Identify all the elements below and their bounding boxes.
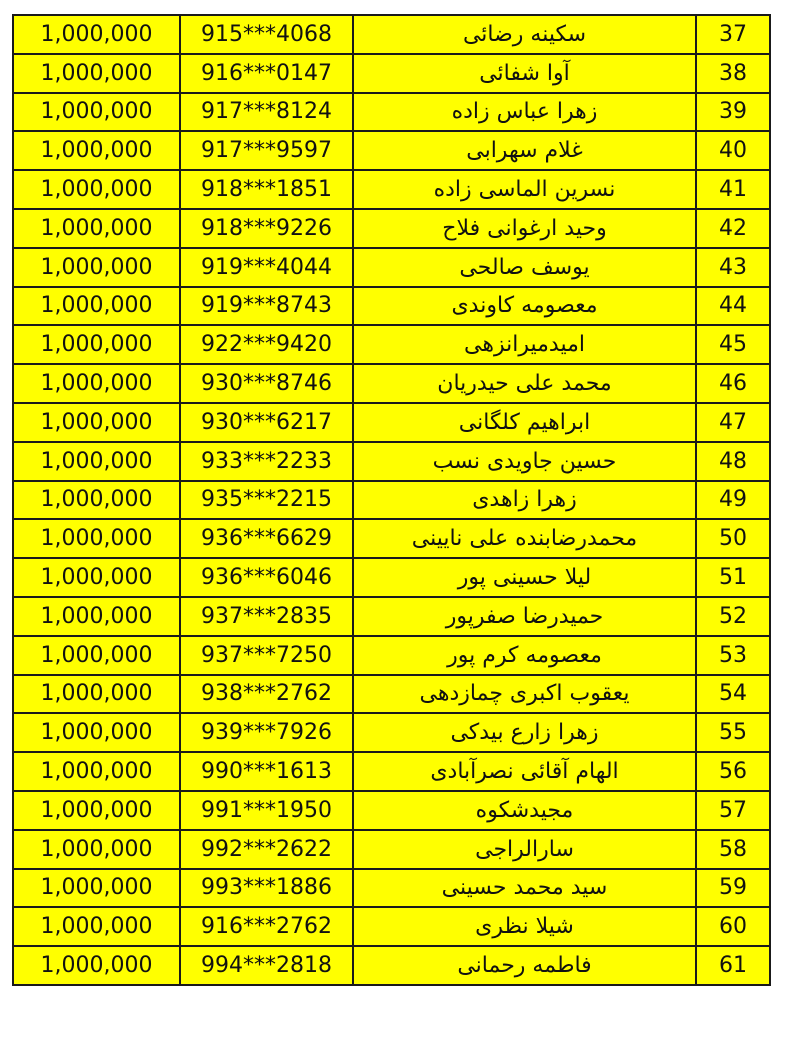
table-row — [13, 597, 770, 636]
table-row — [13, 209, 770, 248]
phone-cell: 915***4068 — [180, 15, 353, 54]
row-number-cell: 54 — [696, 675, 770, 714]
phone-cell: 936***6046 — [180, 558, 353, 597]
table-row — [13, 170, 770, 209]
row-number-cell: 37 — [696, 15, 770, 54]
amount-cell: 1,000,000 — [13, 209, 180, 248]
phone-cell: 919***4044 — [180, 248, 353, 287]
amount-cell: 1,000,000 — [13, 907, 180, 946]
row-number-cell: 59 — [696, 869, 770, 908]
table-row — [13, 248, 770, 287]
phone-cell: 916***2762 — [180, 907, 353, 946]
table-row — [13, 675, 770, 714]
table-row — [13, 481, 770, 520]
table-row — [13, 830, 770, 869]
winners-table-container — [12, 14, 771, 986]
amount-cell: 1,000,000 — [13, 403, 180, 442]
amount-cell: 1,000,000 — [13, 93, 180, 132]
winners-table-body — [13, 15, 770, 985]
row-number-cell: 49 — [696, 481, 770, 520]
table-row — [13, 54, 770, 93]
table-row — [13, 403, 770, 442]
table-row — [13, 946, 770, 985]
name-cell: مجیدشکوه — [353, 791, 696, 830]
table-row — [13, 93, 770, 132]
name-cell: معصومه کاوندی — [353, 287, 696, 326]
row-number-cell: 58 — [696, 830, 770, 869]
amount-cell: 1,000,000 — [13, 54, 180, 93]
phone-cell: 919***8743 — [180, 287, 353, 326]
amount-cell: 1,000,000 — [13, 364, 180, 403]
amount-cell: 1,000,000 — [13, 946, 180, 985]
winners-table — [12, 14, 771, 986]
table-row — [13, 364, 770, 403]
name-cell: حمیدرضا صفرپور — [353, 597, 696, 636]
phone-cell: 990***1613 — [180, 752, 353, 791]
name-cell: آوا شفائی — [353, 54, 696, 93]
name-cell: فاطمه رحمانی — [353, 946, 696, 985]
amount-cell: 1,000,000 — [13, 713, 180, 752]
name-cell: زهرا عباس زاده — [353, 93, 696, 132]
phone-cell: 993***1886 — [180, 869, 353, 908]
row-number-cell: 45 — [696, 325, 770, 364]
name-cell: نسرین الماسی زاده — [353, 170, 696, 209]
name-cell: محمدرضابنده علی نایینی — [353, 519, 696, 558]
phone-cell: 936***6629 — [180, 519, 353, 558]
amount-cell: 1,000,000 — [13, 131, 180, 170]
row-number-cell: 61 — [696, 946, 770, 985]
table-row — [13, 558, 770, 597]
name-cell: شیلا نظری — [353, 907, 696, 946]
row-number-cell: 38 — [696, 54, 770, 93]
name-cell: یعقوب اکبری چمازدهی — [353, 675, 696, 714]
phone-cell: 939***7926 — [180, 713, 353, 752]
phone-cell: 992***2622 — [180, 830, 353, 869]
amount-cell: 1,000,000 — [13, 752, 180, 791]
phone-cell: 922***9420 — [180, 325, 353, 364]
table-row — [13, 907, 770, 946]
table-row — [13, 791, 770, 830]
table-row — [13, 752, 770, 791]
name-cell: امیدمیرانزهی — [353, 325, 696, 364]
name-cell: غلام سهرابی — [353, 131, 696, 170]
row-number-cell: 56 — [696, 752, 770, 791]
row-number-cell: 60 — [696, 907, 770, 946]
phone-cell: 937***7250 — [180, 636, 353, 675]
amount-cell: 1,000,000 — [13, 830, 180, 869]
row-number-cell: 46 — [696, 364, 770, 403]
name-cell: یوسف صالحی — [353, 248, 696, 287]
amount-cell: 1,000,000 — [13, 869, 180, 908]
row-number-cell: 51 — [696, 558, 770, 597]
table-row — [13, 519, 770, 558]
name-cell: لیلا حسینی پور — [353, 558, 696, 597]
name-cell: زهرا زاهدی — [353, 481, 696, 520]
phone-cell: 930***6217 — [180, 403, 353, 442]
phone-cell: 937***2835 — [180, 597, 353, 636]
phone-cell: 917***9597 — [180, 131, 353, 170]
table-row — [13, 15, 770, 54]
row-number-cell: 52 — [696, 597, 770, 636]
amount-cell: 1,000,000 — [13, 791, 180, 830]
row-number-cell: 39 — [696, 93, 770, 132]
row-number-cell: 50 — [696, 519, 770, 558]
amount-cell: 1,000,000 — [13, 481, 180, 520]
phone-cell: 930***8746 — [180, 364, 353, 403]
amount-cell: 1,000,000 — [13, 519, 180, 558]
table-row — [13, 636, 770, 675]
row-number-cell: 57 — [696, 791, 770, 830]
name-cell: ابراهیم کلگانی — [353, 403, 696, 442]
name-cell: الهام آقائی نصرآبادی — [353, 752, 696, 791]
phone-cell: 938***2762 — [180, 675, 353, 714]
table-row — [13, 713, 770, 752]
phone-cell: 991***1950 — [180, 791, 353, 830]
amount-cell: 1,000,000 — [13, 170, 180, 209]
phone-cell: 918***9226 — [180, 209, 353, 248]
table-row — [13, 442, 770, 481]
row-number-cell: 44 — [696, 287, 770, 326]
row-number-cell: 53 — [696, 636, 770, 675]
phone-cell: 917***8124 — [180, 93, 353, 132]
phone-cell: 918***1851 — [180, 170, 353, 209]
name-cell: وحید ارغوانی فلاح — [353, 209, 696, 248]
row-number-cell: 43 — [696, 248, 770, 287]
amount-cell: 1,000,000 — [13, 15, 180, 54]
phone-cell: 916***0147 — [180, 54, 353, 93]
row-number-cell: 41 — [696, 170, 770, 209]
name-cell: سارالراجی — [353, 830, 696, 869]
amount-cell: 1,000,000 — [13, 636, 180, 675]
name-cell: معصومه کرم پور — [353, 636, 696, 675]
row-number-cell: 48 — [696, 442, 770, 481]
table-row — [13, 131, 770, 170]
amount-cell: 1,000,000 — [13, 597, 180, 636]
amount-cell: 1,000,000 — [13, 325, 180, 364]
amount-cell: 1,000,000 — [13, 558, 180, 597]
row-number-cell: 55 — [696, 713, 770, 752]
phone-cell: 994***2818 — [180, 946, 353, 985]
row-number-cell: 47 — [696, 403, 770, 442]
name-cell: زهرا زارع بیدکی — [353, 713, 696, 752]
name-cell: محمد علی حیدریان — [353, 364, 696, 403]
amount-cell: 1,000,000 — [13, 287, 180, 326]
amount-cell: 1,000,000 — [13, 248, 180, 287]
table-row — [13, 869, 770, 908]
row-number-cell: 40 — [696, 131, 770, 170]
row-number-cell: 42 — [696, 209, 770, 248]
phone-cell: 935***2215 — [180, 481, 353, 520]
amount-cell: 1,000,000 — [13, 442, 180, 481]
name-cell: حسین جاویدی نسب — [353, 442, 696, 481]
name-cell: سید محمد حسینی — [353, 869, 696, 908]
table-row — [13, 325, 770, 364]
name-cell: سکینه رضائی — [353, 15, 696, 54]
amount-cell: 1,000,000 — [13, 675, 180, 714]
table-row — [13, 287, 770, 326]
phone-cell: 933***2233 — [180, 442, 353, 481]
